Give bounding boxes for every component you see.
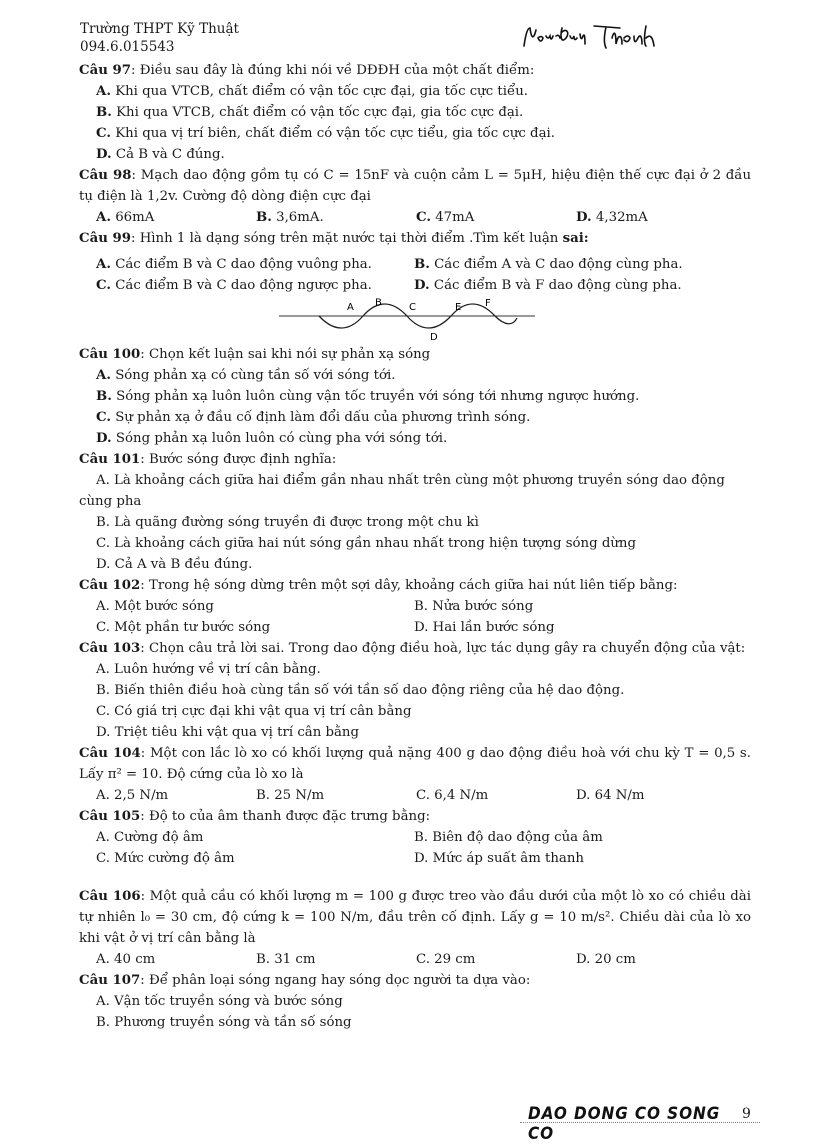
option-c: C. Khi qua vị trí biên, chất điểm có vận tốc cực tiểu, gia tốc cực đại. (96, 126, 555, 141)
label-a: A (347, 302, 354, 313)
option-b: B. Các điểm A và C dao động cùng pha. (414, 257, 683, 272)
option-d: D. 20 cm (576, 952, 636, 967)
option-a: A. Sóng phản xạ có cùng tần số với sóng tới. (96, 368, 396, 383)
question-99 (79, 228, 751, 344)
option-c: C. 29 cm (416, 952, 476, 967)
option-b: B. Khi qua VTCB, chất điểm có vận tốc cực đại, gia tốc cực đại. (96, 105, 524, 120)
question-label: Câu 107 (79, 973, 141, 988)
option-a: A. Một bước sóng (96, 599, 214, 614)
option-b: B. Sóng phản xạ luôn luôn cùng vận tốc truyền với sóng tới nhưng ngược hướng. (96, 389, 640, 404)
question-104 (79, 743, 751, 806)
option-d: D. Cả A và B đều đúng. (96, 557, 253, 572)
option-a: A. 66mA (96, 210, 155, 225)
question-105 (79, 806, 751, 869)
option-d: D. Triệt tiêu khi vật qua vị trí cân bằng (96, 725, 360, 740)
options-row (79, 275, 751, 296)
question-label: Câu 106 (79, 889, 141, 904)
option-a: A. 40 cm (96, 952, 156, 967)
label-b: B (375, 297, 382, 309)
blank-space (79, 869, 751, 886)
option-d: D. 4,32mA (576, 210, 648, 225)
option-d: D. Cả B và C đúng. (96, 147, 225, 162)
question-text: : Độ to của âm thanh được đặc trưng bằng: (140, 809, 431, 824)
question-label: Câu 98 (79, 168, 132, 183)
option-c: C. Một phần tư bước sóng (96, 620, 271, 635)
question-102 (79, 575, 751, 638)
wave-figure (79, 296, 751, 344)
question-106 (79, 886, 751, 970)
option-c: C. Các điểm B và C dao động ngược pha. (96, 278, 372, 293)
question-text: : Hình 1 là dạng sóng trên mặt nước tại thời điểm .Tìm kết luận (131, 231, 563, 246)
options-row (79, 254, 751, 275)
option-a: A. Luôn hướng về vị trí cân bằng. (96, 662, 321, 677)
page-header (80, 20, 239, 56)
question-list (79, 60, 751, 1033)
option-b: B. Biên độ dao động của âm (414, 830, 603, 845)
question-label: Câu 97 (79, 63, 131, 78)
question-text: : Bước sóng được định nghĩa: (140, 452, 337, 467)
option-c: C. Mức cường độ âm (96, 851, 235, 866)
option-a: A. Khi qua VTCB, chất điểm có vận tốc cực đại, gia tốc cực tiểu. (96, 84, 528, 99)
options-row (79, 596, 751, 617)
option-a: A. Các điểm B và C dao động vuông pha. (96, 257, 372, 272)
option-a: A. 2,5 N/m (96, 788, 169, 803)
question-text: : Trong hệ sóng dừng trên một sợi dây, khoảng cách giữa hai nút liên tiếp bằng: (140, 578, 678, 593)
option-a: A. Là khoảng cách giữa hai điểm gần nhau nhất trên cùng một phương truyền sóng dao động cùng pha (79, 473, 725, 509)
question-label: Câu 99 (79, 231, 131, 246)
page-footer (520, 1103, 760, 1144)
option-a: A. Cường độ âm (96, 830, 204, 845)
option-b: B. Nửa bước sóng (414, 599, 534, 614)
option-d: D. Mức áp suất âm thanh (414, 851, 584, 866)
question-text: : Mạch dao động gồm tụ có C = 15nF và cuộn cảm L = 5μH, hiệu điện thế cực đại ở 2 đầu tụ điện là 1,2v. Cường độ dòng điện cực đại (79, 168, 752, 204)
question-label: Câu 101 (79, 452, 141, 467)
label-c: C (409, 302, 416, 313)
question-100 (79, 344, 751, 449)
question-label: Câu 100 (79, 347, 141, 362)
footer-title: DAO DONG CO SONG CO (528, 1104, 721, 1144)
options-row (79, 617, 751, 638)
question-text: : Một con lắc lò xo có khối lượng quả nặng 400 g dao động điều hoà với chu kỳ T = 0,5 s. Lấy π² = 10. Độ cứng của lò xo là (79, 746, 751, 782)
option-c: C. Có giá trị cực đại khi vật qua vị trí cân bằng (96, 704, 412, 719)
question-98 (79, 165, 751, 228)
options-row (79, 207, 751, 228)
options-row (79, 827, 751, 848)
option-c: C. Là khoảng cách giữa hai nút sóng gần nhau nhất trong hiện tượng sóng dừng (96, 536, 637, 551)
options-row (79, 785, 751, 806)
question-text: : Điều sau đây là đúng khi nói về DĐĐH của một chất điểm: (131, 63, 535, 78)
school-name: Trường THPT Kỹ Thuật (80, 21, 239, 37)
question-label: Câu 102 (79, 578, 141, 593)
option-b: B. 31 cm (256, 952, 316, 967)
option-c: C. 6,4 N/m (416, 788, 489, 803)
question-101 (79, 449, 751, 575)
options-row (79, 949, 751, 970)
option-b: B. Phương truyền sóng và tần số sóng (96, 1015, 352, 1030)
label-d: D (430, 332, 438, 343)
page-number: 9 (742, 1106, 751, 1122)
question-107 (79, 970, 751, 1033)
option-c: C. Sự phản xạ ở đầu cố định làm đổi dấu của phương trình sóng. (96, 410, 531, 425)
question-97 (79, 60, 751, 165)
question-label: Câu 105 (79, 809, 141, 824)
option-b: B. Là quãng đường sóng truyền đi được trong một chu kì (96, 515, 479, 530)
question-103 (79, 638, 751, 743)
question-text: : Một quả cầu có khối lượng m = 100 g được treo vào đầu dưới của một lò xo có chiều dài tự nhiên l₀ = 30 cm, độ cứng k = 100 N/m, đầu trên cố định. Lấy g = 10 m/s². Chiều dài của lò xo khi vật ở vị trí cân bằng là (79, 889, 751, 946)
option-d: D. Các điểm B và F dao động cùng pha. (414, 278, 682, 293)
phone-number: 094.6.015543 (80, 39, 175, 55)
label-f: F (485, 298, 491, 309)
option-d: D. Sóng phản xạ luôn luôn có cùng pha với sóng tới. (96, 431, 448, 446)
question-label: Câu 103 (79, 641, 141, 656)
question-text: : Để phân loại sóng ngang hay sóng dọc người ta dựa vào: (140, 973, 531, 988)
options-row (79, 848, 751, 869)
question-label: Câu 104 (79, 746, 141, 761)
option-b: B. 3,6mA. (256, 210, 324, 225)
wave-diagram (279, 296, 539, 344)
option-b: B. Biến thiên điều hoà cùng tần số với tần số dao động riêng của hệ dao động. (96, 683, 625, 698)
handwritten-signature (520, 22, 660, 54)
question-emphasis: sai: (562, 231, 589, 246)
option-d: D. Hai lần bước sóng (414, 620, 555, 635)
option-c: C. 47mA (416, 210, 475, 225)
option-d: D. 64 N/m (576, 788, 645, 803)
option-a: A. Vận tốc truyền sóng và bước sóng (96, 994, 343, 1009)
label-e: E (455, 302, 462, 313)
question-text: : Chọn kết luận sai khi nói sự phản xạ sóng (140, 347, 431, 362)
question-text: : Chọn câu trả lời sai. Trong dao động điều hoà, lực tác dụng gây ra chuyển động của vật: (140, 641, 746, 656)
option-b: B. 25 N/m (256, 788, 325, 803)
